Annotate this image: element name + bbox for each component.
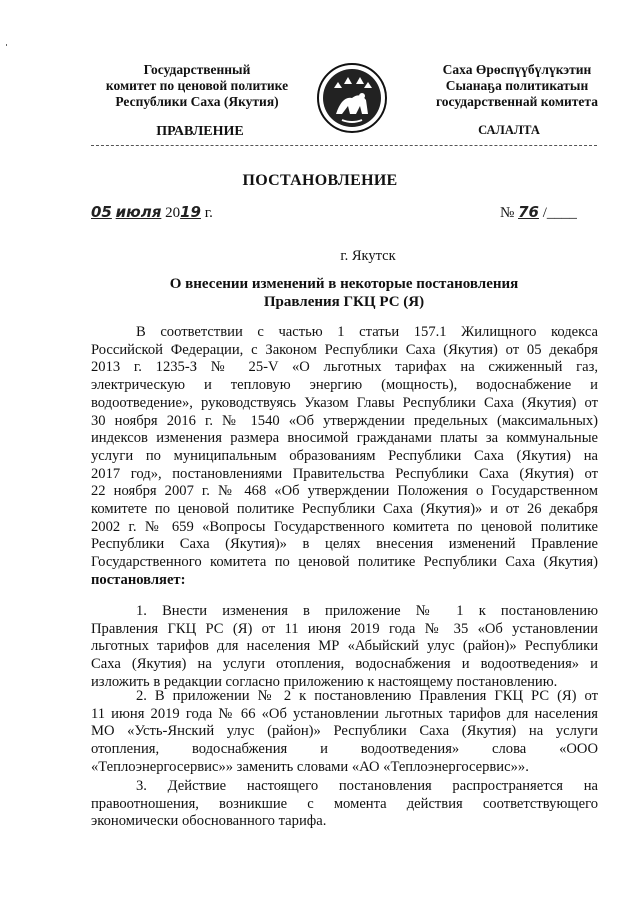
document-title	[91, 275, 597, 311]
document-number	[500, 203, 577, 222]
text-line: МО «Усть-Янский улус (район)» Республики Саха (Якутия) на услуги	[91, 723, 598, 740]
text-line: Государственного комитета по ценовой политике Республики Саха (Якутия)	[91, 554, 598, 571]
issuer-name-russian	[92, 62, 302, 110]
issuer-line: комитет по ценовой политике	[105, 78, 289, 93]
document-date	[91, 203, 213, 222]
text-line: правоотношения, возникшие с момента действия соответствующего	[91, 795, 598, 812]
text-line: 22 ноября 2007 г. № 468 «Об утверждении Положения о Государственном	[91, 483, 598, 500]
title-line: О внесении изменений в некоторые постановления	[169, 276, 519, 292]
text-line: 30 ноября 2016 г. № 1540 «Об утверждении предельных (максимальных)	[91, 412, 598, 429]
text-line: экономически обоснованного тарифа.	[91, 813, 327, 830]
document-type-heading: ПОСТАНОВЛЕНИЕ	[242, 172, 398, 189]
clause-2	[91, 688, 598, 777]
text-line: комитете по ценовой политике Республики Саха (Якутия)» и от 26 декабря	[91, 501, 598, 518]
number-value: 76	[518, 203, 539, 221]
date-month: июля	[115, 203, 162, 221]
text-line: 2013 г. 1235-З № 25-V «О льготных тарифах на сжиженный газ,	[91, 359, 598, 376]
date-suffix: г.	[204, 205, 213, 221]
text-line: электрическую и тепловую энергию (мощность), водоснабжение и	[91, 377, 598, 394]
clause-3	[91, 778, 598, 831]
text-line: отопления, водоснабжения и водоотведения» слова «ООО	[91, 741, 598, 758]
issuer-line: Республики Саха (Якутия)	[115, 94, 279, 109]
scan-mark	[6, 44, 7, 46]
text-line: 2017 год», постановлениями Правительства Республики Саха (Якутия) от	[91, 465, 598, 482]
board-label-yakut: САЛАЛТА	[478, 123, 540, 137]
date-day: 05	[91, 203, 112, 221]
text-line: индексов изменения размера вносимой гражданами платы за коммунальные	[91, 430, 598, 447]
text-line: 2002 г. № 659 «Вопросы Государственного комитета по ценовой политике	[91, 518, 598, 535]
text-line: 2. В приложении № 2 к постановлению Правления ГКЦ РС (Я) от	[136, 688, 598, 704]
text-line: льготных тарифов для населения МР «Абыйский улус (район)» Республики	[91, 638, 598, 655]
issuer-line: Государственный	[143, 62, 251, 77]
number-sign: №	[500, 205, 515, 221]
text-line: водоотведение», руководствуясь Указом Главы Республики Саха (Якутия) от	[91, 394, 598, 411]
title-line: Правления ГКЦ РС (Я)	[263, 294, 425, 310]
header-divider	[91, 145, 597, 146]
clause-1	[91, 603, 598, 692]
number-tail: /____	[542, 205, 577, 221]
resolves-line	[91, 572, 598, 590]
text-line: Правления ГКЦ РС (Я) от 11 июня 2019 года № 35 «Об установлении	[91, 620, 598, 637]
text-line: 1. Внести изменения в приложение № 1 к постановлению	[136, 603, 598, 619]
issuer-name-yakut	[406, 62, 628, 110]
document-city: г. Якутск	[340, 248, 396, 264]
issuer-line: государственнай комитета	[436, 94, 598, 109]
text-line: услуги по муниципальным образованиям Республики Саха (Якутия) на	[91, 447, 598, 464]
text-line: Российской Федерации, с Законом Республики Саха (Якутия) от 05 декабря	[91, 341, 598, 358]
resolves-word: постановляет:	[91, 571, 186, 588]
text-line: изложить в редакции согласно приложению к настоящему постановлению.	[91, 673, 558, 690]
board-label-russian: ПРАВЛЕНИЕ	[156, 124, 244, 139]
text-line: Республики Саха (Якутия)» в целях внесения изменений Правление	[91, 536, 598, 553]
preamble-paragraph	[91, 324, 598, 590]
text-line: Саха (Якутия) на услуги отопления, водоснабжения и водоотведения» и	[91, 656, 598, 673]
date-year-prefix: 20	[165, 205, 181, 221]
text-line: «Теплоэнергосервис»» заменить словами «АО «Теплоэнергосервис»».	[91, 758, 529, 775]
text-line: В соответствии с частью 1 статьи 157.1 Жилищного кодекса	[136, 324, 598, 340]
date-year-suffix: 19	[180, 203, 201, 221]
issuer-line: Сыанаҕа политикатын	[445, 78, 589, 93]
issuer-line: Саха Өрөспүүбүлүкэтин	[442, 62, 592, 77]
text-line: 3. Действие настоящего постановления распространяется на	[136, 778, 598, 794]
coat-of-arms-emblem	[312, 58, 392, 138]
text-line: 11 июня 2019 года № 66 «Об установлении льготных тарифов для населения	[91, 705, 598, 722]
